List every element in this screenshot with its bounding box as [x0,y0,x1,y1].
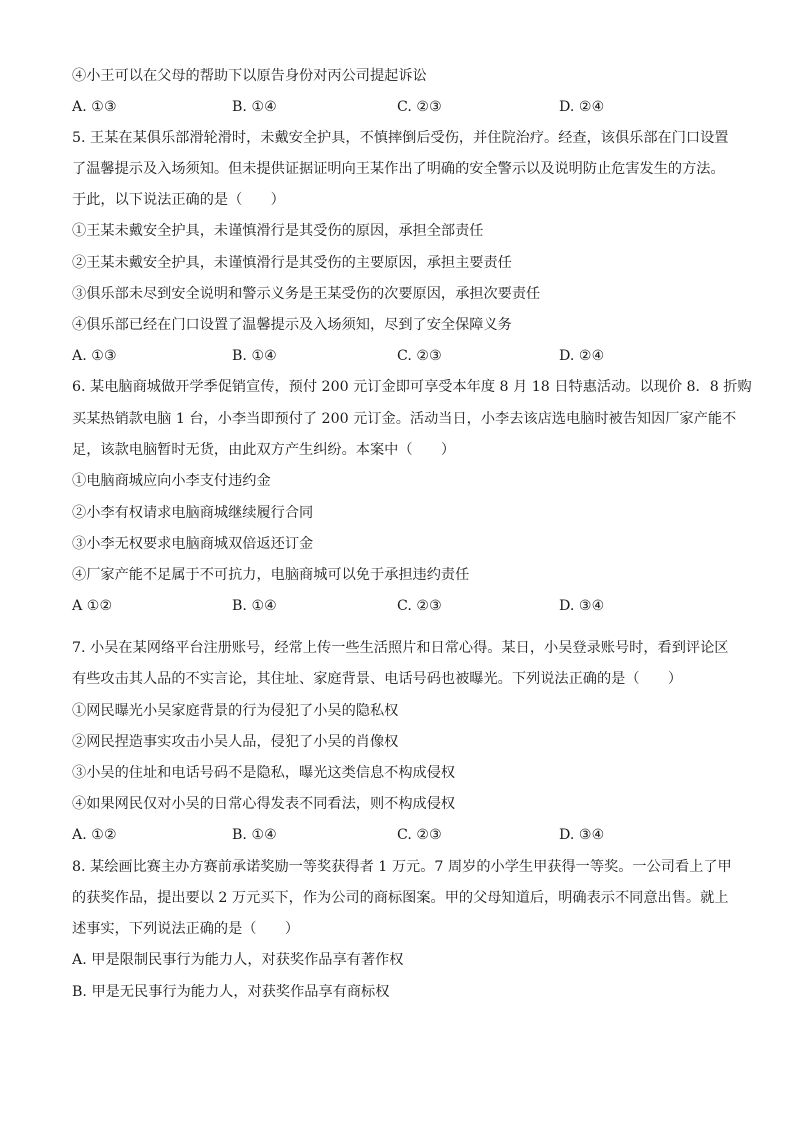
q7-options [72,825,732,845]
q7-option-d: D. ③④ [559,827,605,843]
q6-stem-line-2: 买某热销款电脑 1 台，小李当即预付了 200 元订金。活动当日，小李去该店选电脑时被告知因厂家产能不 [72,411,737,427]
q7-statement-4: ④如果网民仅对小吴的日常心得发表不同看法，则不构成侵权 [72,796,456,812]
q7-option-c: C. ②③ [397,827,442,843]
q6-option-b: B. ①④ [232,598,277,614]
q6-option-c: C. ②③ [397,598,442,614]
q6-statement-2: ②小李有权请求电脑商城继续履行合同 [72,505,314,521]
q5-option-d: D. ②④ [559,348,605,364]
q5-stem-line-2: 了温馨提示及入场须知。但未提供证据证明向王某作出了明确的安全警示以及说明防止危害发生的方法。 [72,161,725,177]
q7-stem-line-2: 有些攻击其人品的不实言论，其住址、家庭背景、电话号码也被曝光。下列说法正确的是（ ） [72,671,683,687]
q4-statement-4: ④小王可以在父母的帮助下以原告身份对丙公司提起诉讼 [72,68,427,84]
q7-statement-3: ③小吴的住址和电话号码不是隐私，曝光这类信息不构成侵权 [72,765,456,781]
q4-option-d: D. ②④ [559,99,605,115]
q7-option-b: B. ①④ [232,827,277,843]
q5-statement-1: ①王某未戴安全护具，未谨慎滑行是其受伤的原因，承担全部责任 [72,223,484,239]
q6-options [72,596,732,616]
q5-option-c: C. ②③ [397,348,442,364]
q4-option-a: A. ①③ [72,99,117,115]
q6-statement-4: ④厂家产能不足属于不可抗力，电脑商城可以免于承担违约责任 [72,567,470,583]
q4-option-b: B. ①④ [232,99,277,115]
q8-option-b: B. 甲是无民事行为能力人，对获奖作品享有商标权 [72,984,390,1000]
q5-stem-line-3: 于此，以下说法正确的是（ ） [72,192,285,208]
q6-statement-3: ③小李无权要求电脑商城双倍返还订金 [72,536,314,552]
q8-stem-line-1: 8. 某绘画比赛主办方赛前承诺奖励一等奖获得者 1 万元。7 周岁的小学生甲获得一等奖。一公司看上了甲 [72,859,732,875]
q5-statement-2: ②王某未戴安全护具，未谨慎滑行是其受伤的主要原因，承担主要责任 [72,255,512,271]
q7-statement-2: ②网民捏造事实攻击小吴人品，侵犯了小吴的肖像权 [72,734,399,750]
q7-statement-1: ①网民曝光小吴家庭背景的行为侵犯了小吴的隐私权 [72,703,399,719]
q4-option-c: C. ②③ [397,99,442,115]
q8-option-a: A. 甲是限制民事行为能力人，对获奖作品享有著作权 [72,952,404,968]
q5-options [72,346,732,366]
q6-option-a: A ①② [72,598,113,614]
q5-option-b: B. ①④ [232,348,277,364]
q5-statement-3: ③俱乐部未尽到安全说明和警示义务是王某受伤的次要原因，承担次要责任 [72,286,541,302]
q6-option-d: D. ③④ [559,598,605,614]
q4-options [72,97,732,117]
q7-stem-line-1: 7. 小吴在某网络平台注册账号，经常上传一些生活照片和日常心得。某日，小吴登录账号时，看到评论区 [72,640,729,656]
q6-stem-line-1: 6. 某电脑商城做开学季促销宣传，预付 200 元订金即可享受本年度 8 月 18 日特惠活动。以现价 8．8 折购 [72,379,752,395]
q8-stem-line-2: 的获奖作品，提出要以 2 万元买下，作为公司的商标图案。甲的父母知道后，明确表示不同意出售。就上 [72,890,729,906]
q5-stem-line-1: 5. 王某在某俱乐部滑轮滑时，未戴安全护具，不慎摔倒后受伤，并住院治疗。经查，该俱乐部在门口设置 [72,130,729,146]
q6-statement-1: ①电脑商城应向小李支付违约金 [72,473,271,489]
q6-stem-line-3: 足，该款电脑暂时无货，由此双方产生纠纷。本案中（ ） [72,442,456,458]
q7-option-a: A. ①② [72,827,117,843]
q8-stem-line-3: 述事实，下列说法正确的是（ ） [72,921,300,937]
q5-statement-4: ④俱乐部已经在门口设置了温馨提示及入场须知，尽到了安全保障义务 [72,317,512,333]
q5-option-a: A. ①③ [72,348,117,364]
